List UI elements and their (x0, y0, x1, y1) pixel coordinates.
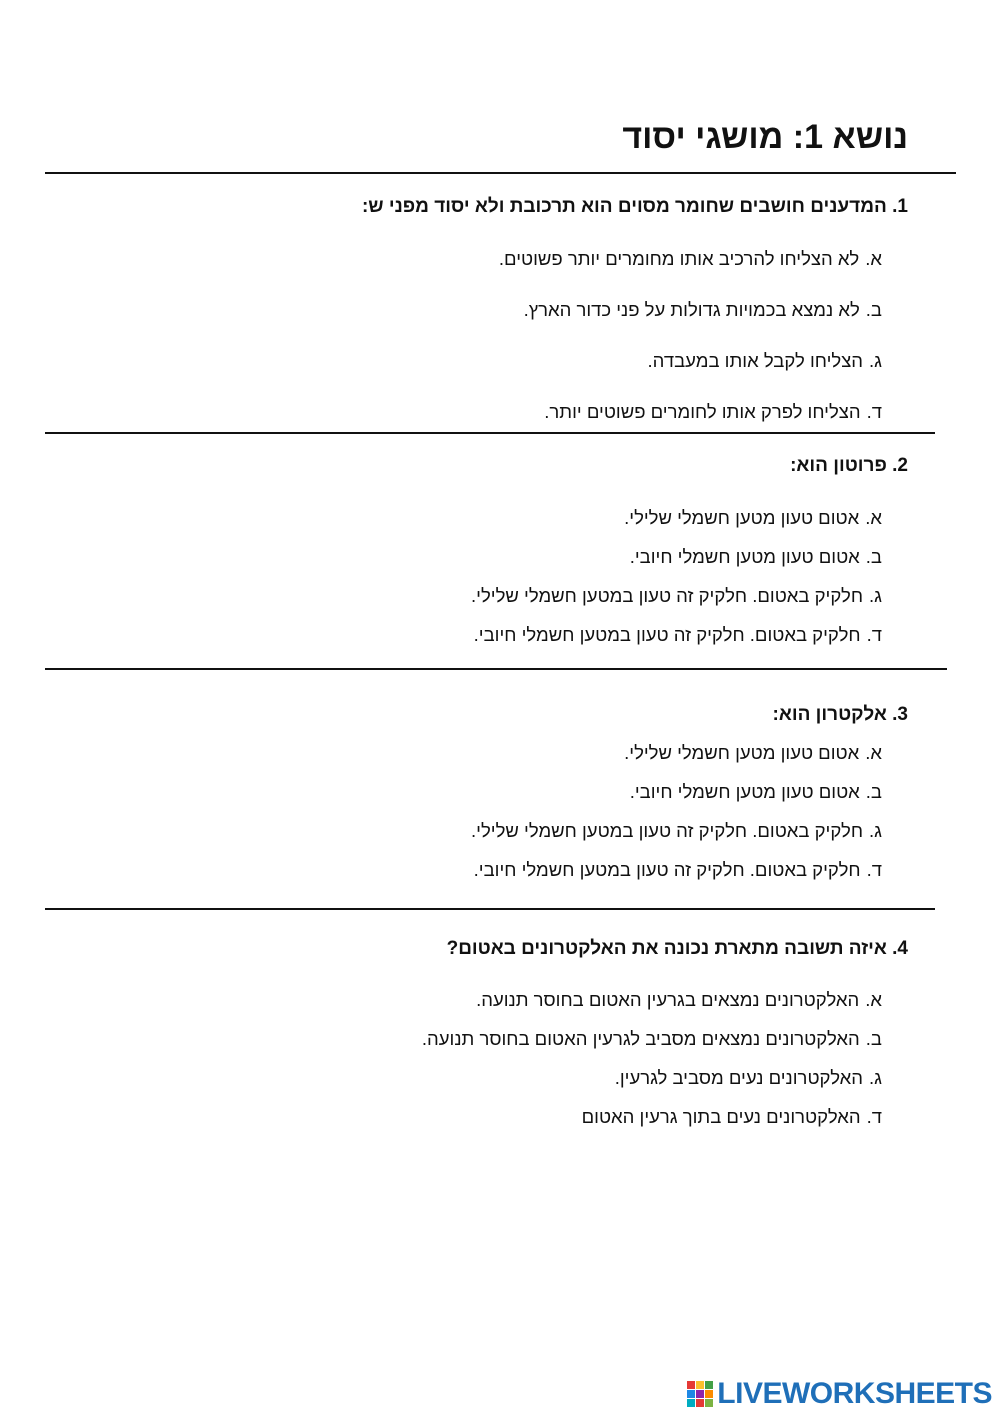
option-letter: ב. (865, 299, 882, 320)
q1-option-a[interactable] (499, 248, 882, 270)
logo-cell (687, 1381, 695, 1389)
option-letter: א. (865, 742, 882, 763)
q2-option-b[interactable] (630, 546, 882, 568)
q4-option-a[interactable] (476, 989, 882, 1011)
q3-option-b[interactable] (630, 781, 882, 803)
divider (45, 172, 956, 174)
option-text: חלקיק באטום. חלקיק זה טעון במטען חשמלי חיובי. (473, 624, 861, 645)
option-letter: ד. (866, 859, 882, 880)
brand-name: LIVEWORKSHEETS (717, 1377, 992, 1410)
logo-cell (696, 1390, 704, 1398)
option-text: האלקטרונים נעים מסביב לגרעין. (614, 1067, 864, 1088)
q1-option-c[interactable] (648, 350, 882, 372)
logo-cell (705, 1399, 713, 1407)
logo-cell (687, 1399, 695, 1407)
divider (45, 668, 947, 670)
option-text: אטום טעון מטען חשמלי שלילי. (624, 507, 860, 528)
option-letter: ד. (866, 1106, 882, 1127)
liveworksheets-logo-icon (687, 1381, 713, 1407)
logo-cell (687, 1390, 695, 1398)
q3-option-c[interactable] (471, 820, 882, 842)
option-letter: א. (865, 248, 882, 269)
q4-option-c[interactable] (615, 1067, 882, 1089)
divider (45, 432, 935, 434)
question-1: 1. המדענים חושבים שחומר מסוים הוא תרכובת ולא יסוד מפני ש: (361, 196, 908, 217)
option-letter: ג. (869, 350, 882, 371)
q2-option-a[interactable] (624, 507, 882, 529)
logo-cell (696, 1399, 704, 1407)
q4-option-b[interactable] (422, 1028, 882, 1050)
option-letter: ג. (869, 1067, 882, 1088)
question-2: 2. פרוטון הוא: (790, 455, 908, 476)
option-letter: ב. (865, 546, 882, 567)
q3-option-d[interactable] (474, 859, 882, 881)
option-text: האלקטרונים נמצאים מסביב לגרעין האטום בחוסר תנועה. (421, 1028, 860, 1049)
q4-option-d[interactable] (582, 1106, 882, 1128)
option-letter: א. (865, 507, 882, 528)
q3-option-a[interactable] (624, 742, 882, 764)
option-text: אטום טעון מטען חשמלי חיובי. (629, 546, 860, 567)
logo-cell (696, 1381, 704, 1389)
liveworksheets-watermark (687, 1377, 992, 1411)
page-title: נושא 1: מושגי יסוד (622, 118, 908, 156)
q1-option-b[interactable] (524, 299, 882, 321)
option-letter: ג. (869, 585, 882, 606)
option-letter: ד. (866, 401, 882, 422)
option-letter: ד. (866, 624, 882, 645)
option-text: האלקטרונים נעים בתוך גרעין האטום (581, 1106, 861, 1127)
option-letter: ב. (865, 781, 882, 802)
option-letter: ג. (869, 820, 882, 841)
option-letter: א. (865, 989, 882, 1010)
option-text: חלקיק באטום. חלקיק זה טעון במטען חשמלי שלילי. (471, 820, 864, 841)
option-text: חלקיק באטום. חלקיק זה טעון במטען חשמלי שלילי. (471, 585, 864, 606)
logo-cell (705, 1390, 713, 1398)
question-3: 3. אלקטרון הוא: (772, 704, 908, 725)
q2-option-c[interactable] (471, 585, 882, 607)
q2-option-d[interactable] (474, 624, 882, 646)
option-text: לא הצליחו להרכיב אותו מחומרים יותר פשוטים. (498, 248, 860, 269)
option-letter: ב. (865, 1028, 882, 1049)
option-text: האלקטרונים נמצאים בגרעין האטום בחוסר תנועה. (476, 989, 860, 1010)
option-text: חלקיק באטום. חלקיק זה טעון במטען חשמלי חיובי. (473, 859, 861, 880)
divider (45, 908, 935, 910)
option-text: הצליחו לקבל אותו במעבדה. (647, 350, 864, 371)
option-text: לא נמצא בכמויות גדולות על פני כדור הארץ. (523, 299, 860, 320)
logo-cell (705, 1381, 713, 1389)
option-text: הצליחו לפרק אותו לחומרים פשוטים יותר. (544, 401, 861, 422)
q1-option-d[interactable] (544, 401, 882, 423)
option-text: אטום טעון מטען חשמלי חיובי. (629, 781, 860, 802)
option-text: אטום טעון מטען חשמלי שלילי. (624, 742, 860, 763)
question-4: 4. איזה תשובה מתארת נכונה את האלקטרונים באטום? (446, 938, 908, 959)
